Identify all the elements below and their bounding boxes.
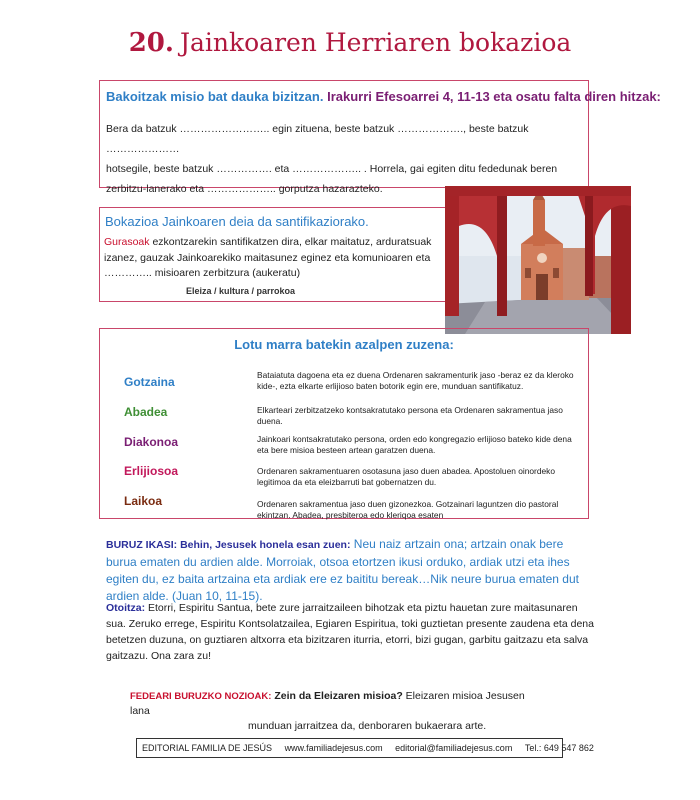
- exercise-box-vocation: [99, 207, 447, 302]
- prayer-label: Otoitza:: [106, 602, 146, 614]
- fill-in-line: hotsegile, beste batzuk ……………. eta ……………….. . Horrela, gai egiten ditu fededunak beren: [106, 163, 558, 175]
- definition-item: Jainkoari kontsakratutako persona, orden edo kongregazio erlijioso bateko kide dena eta bere misioa besteen artean garatzen duena.: [257, 434, 572, 455]
- vocation-heading: Bokazioa Jainkoaren deia da santifikaziorako.: [105, 214, 369, 229]
- definition-item: Bataiatuta dagoena eta ez duena Ordenaren sakramenturik jaso -beraz ez da kleroko kide-, ezta elkarte erlijioso baten botorik egin ere, munduan santifikatuz.: [257, 370, 574, 391]
- memorize-quote: Neu naiz artzain ona; artzain onak bere burua ematen du ardien alde. Morroiak, otsoa etortzen ikusi orduko, ardiak utzi eta ihes egiten du, ez baita artzaina eta ardiak ere ez baititu bereak…Nik neure burua ematen dut ardien alde. (Juan 10, 11-15).: [106, 537, 579, 603]
- definition-item: Ordenaren sakramentuaren osotasuna jaso duen abadea. Apostoluen oinordeko legitimoa da eta eleizbarruti bat gobernatzen du.: [257, 466, 555, 487]
- matching-exercise-box: [99, 328, 589, 519]
- definition-item: Ordenaren sakramentua jaso duen gizonezkoa. Gotzainari laguntzen dio pastoral ekintzan. Abadea, presbiteroa edo kleriqoa esaten: [257, 499, 559, 520]
- term-gotzaina: Gotzaina: [124, 375, 175, 389]
- matching-heading: Lotu marra batekin azalpen zuzena:: [234, 337, 454, 352]
- term-laikoa: Laikoa: [124, 494, 163, 508]
- fill-in-line: zerbitzu-lanerako eta ……………….. gorputza hazarazteko.: [106, 183, 383, 195]
- publisher-phone: Tel.: 649 547 862: [524, 743, 594, 753]
- faith-answer: Eleizaren misioa Jesusen lana: [130, 690, 525, 717]
- parents-word: Gurasoak: [104, 236, 150, 248]
- lesson-number: 20.: [128, 28, 174, 58]
- faith-answer-continued: munduan jarraitzea da, denboraren bukaerara arte.: [248, 720, 487, 732]
- faith-notions-label: FEDEARI BURUZKO NOZIOAK:: [130, 691, 272, 702]
- mission-heading: Bakoitzak misio bat dauka bizitzan.: [106, 89, 324, 104]
- faith-notions-section: [130, 689, 530, 734]
- term-diakonoa: Diakonoa: [124, 435, 179, 449]
- reading-instruction: Irakurri Efesoarrei 4, 11-13 eta osatu falta diren hitzak:: [327, 89, 661, 104]
- exercise-heading: [106, 89, 661, 104]
- lesson-title: Jainkoaren Herriaren bokazioa: [179, 28, 572, 57]
- faith-question: Zein da Eleizaren misioa?: [274, 690, 403, 702]
- publisher-website: www.familiadejesus.com: [284, 743, 383, 753]
- exercise-box-ephesians: [99, 80, 661, 195]
- term-abadea: Abadea: [124, 405, 168, 419]
- page-title: [0, 28, 700, 58]
- prayer-text: Etorri, Espiritu Santua, bete zure jarraitzaileen bihotzak eta piztu hauetan zure maitasunaren sua. Zeruko erregе, Espiritu Kontsolatzailea, Egiaren Espiritua, toki guztietan presente zaudena eta dena betetzen duzuna, on guztiaren altxorra eta bizitzaren iturria, etorri, bizi gugan, garbitu gaitzazu eta salva gaitzazu. Ona zara zu!: [106, 602, 594, 662]
- church-square-illustration: [445, 186, 631, 334]
- vocation-sentence: ezkontzarekin santifikatzen dira, elkar maitatuz, arduratsuak izanez, gauzak Jainkoarekiko maitasunez eginez eta komunioaren eta ………….. misioaren zerbitzura (aukeratu): [104, 236, 432, 279]
- publisher-footer: [136, 738, 594, 758]
- definition-item: Elkarteari zerbitzatzeko kontsakratutako persona eta Ordenaren sakramentua jaso duena.: [257, 405, 563, 426]
- fill-in-line: Bera da batzuk …………………….. egin zituena, beste batzuk ………………., beste batzuk …………………: [106, 123, 529, 155]
- memorize-label: BURUZ IKASI: Behin, Jesusek honela esan zuen:: [106, 539, 351, 551]
- memorize-section: [106, 536, 594, 605]
- prayer-section: [106, 600, 596, 664]
- publisher-name: EDITORIAL FAMILIA DE JESÚS: [142, 743, 273, 753]
- choice-options: Eleiza / kultura / parrokoa: [186, 286, 296, 296]
- term-erlijiosoa: Erlijiosoa: [124, 464, 179, 478]
- publisher-email: editorial@familiadejesus.com: [395, 743, 513, 753]
- vocation-text: [104, 235, 442, 282]
